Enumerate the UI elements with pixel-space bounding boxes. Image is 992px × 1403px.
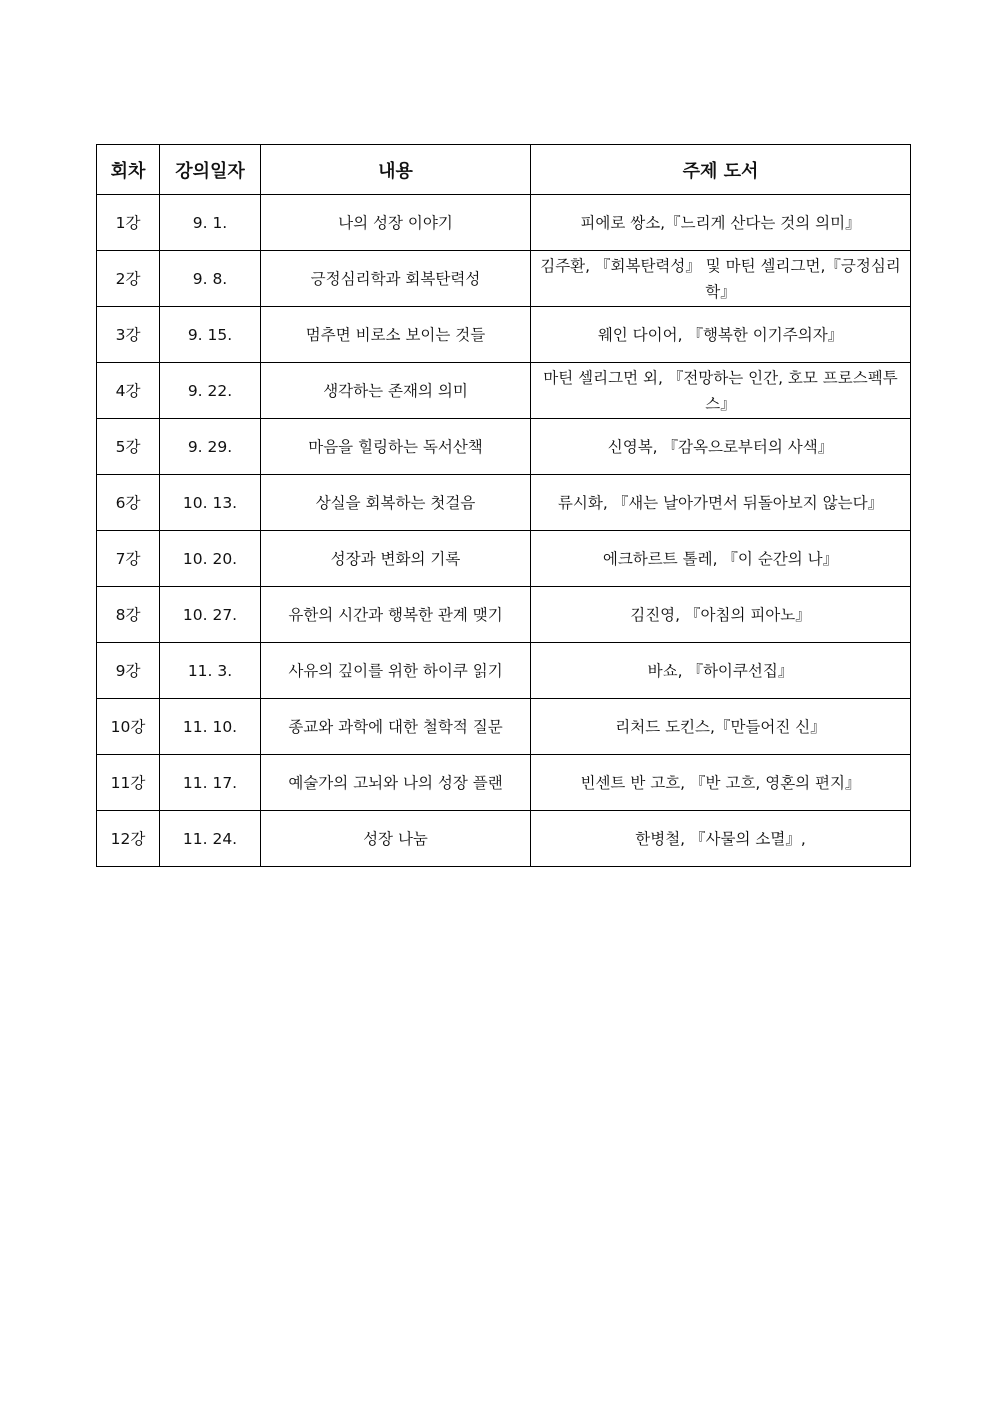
lecture-schedule-table: [96, 144, 911, 867]
content-cell: 사유의 깊이를 위한 하이쿠 읽기: [261, 643, 531, 699]
session-cell: 10강: [97, 699, 160, 755]
book-cell: 에크하르트 톨레, 『이 순간의 나』: [531, 531, 911, 587]
book-cell: 웨인 다이어, 『행복한 이기주의자』: [531, 307, 911, 363]
session-cell: 5강: [97, 419, 160, 475]
session-cell: 11강: [97, 755, 160, 811]
date-cell: 9. 1.: [160, 195, 261, 251]
table-row: [97, 699, 911, 755]
content-cell: 나의 성장 이야기: [261, 195, 531, 251]
date-cell: 10. 20.: [160, 531, 261, 587]
session-cell: 1강: [97, 195, 160, 251]
book-cell: 바쇼, 『하이쿠선집』: [531, 643, 911, 699]
session-cell: 7강: [97, 531, 160, 587]
session-cell: 3강: [97, 307, 160, 363]
content-cell: 멈추면 비로소 보이는 것들: [261, 307, 531, 363]
book-cell: 빈센트 반 고흐, 『반 고흐, 영혼의 편지』: [531, 755, 911, 811]
table-row: [97, 419, 911, 475]
table-row: [97, 475, 911, 531]
book-cell: 피에로 쌍소,『느리게 산다는 것의 의미』: [531, 195, 911, 251]
table-row: [97, 587, 911, 643]
content-cell: 긍정심리학과 회복탄력성: [261, 251, 531, 307]
session-cell: 4강: [97, 363, 160, 419]
content-cell: 성장과 변화의 기록: [261, 531, 531, 587]
content-cell: 성장 나눔: [261, 811, 531, 867]
date-cell: 9. 22.: [160, 363, 261, 419]
content-cell: 유한의 시간과 행복한 관계 맺기: [261, 587, 531, 643]
book-cell: 한병철, 『사물의 소멸』,: [531, 811, 911, 867]
date-cell: 10. 13.: [160, 475, 261, 531]
content-cell: 종교와 과학에 대한 철학적 질문: [261, 699, 531, 755]
table-header-row: [97, 145, 911, 195]
table-row: [97, 643, 911, 699]
table-row: [97, 531, 911, 587]
session-cell: 8강: [97, 587, 160, 643]
date-cell: 11. 24.: [160, 811, 261, 867]
content-cell: 마음을 힐링하는 독서산책: [261, 419, 531, 475]
table-row: [97, 363, 911, 419]
table-row: [97, 251, 911, 307]
date-cell: 11. 17.: [160, 755, 261, 811]
header-content: 내용: [261, 145, 531, 195]
table-row: [97, 811, 911, 867]
session-cell: 12강: [97, 811, 160, 867]
book-cell: 김주환, 『회복탄력성』 및 마틴 셀리그먼,『긍정심리학』: [531, 251, 911, 307]
date-cell: 10. 27.: [160, 587, 261, 643]
book-cell: 마틴 셀리그먼 외, 『전망하는 인간, 호모 프로스펙투스』: [531, 363, 911, 419]
book-cell: 김진영, 『아침의 피아노』: [531, 587, 911, 643]
header-book: 주제 도서: [531, 145, 911, 195]
date-cell: 9. 15.: [160, 307, 261, 363]
content-cell: 생각하는 존재의 의미: [261, 363, 531, 419]
book-cell: 신영복, 『감옥으로부터의 사색』: [531, 419, 911, 475]
date-cell: 11. 10.: [160, 699, 261, 755]
table-row: [97, 307, 911, 363]
session-cell: 9강: [97, 643, 160, 699]
header-session: 회차: [97, 145, 160, 195]
date-cell: 11. 3.: [160, 643, 261, 699]
content-cell: 예술가의 고뇌와 나의 성장 플랜: [261, 755, 531, 811]
table-row: [97, 195, 911, 251]
session-cell: 6강: [97, 475, 160, 531]
date-cell: 9. 29.: [160, 419, 261, 475]
header-date: 강의일자: [160, 145, 261, 195]
book-cell: 류시화, 『새는 날아가면서 뒤돌아보지 않는다』: [531, 475, 911, 531]
table-row: [97, 755, 911, 811]
content-cell: 상실을 회복하는 첫걸음: [261, 475, 531, 531]
date-cell: 9. 8.: [160, 251, 261, 307]
book-cell: 리처드 도킨스,『만들어진 신』: [531, 699, 911, 755]
session-cell: 2강: [97, 251, 160, 307]
